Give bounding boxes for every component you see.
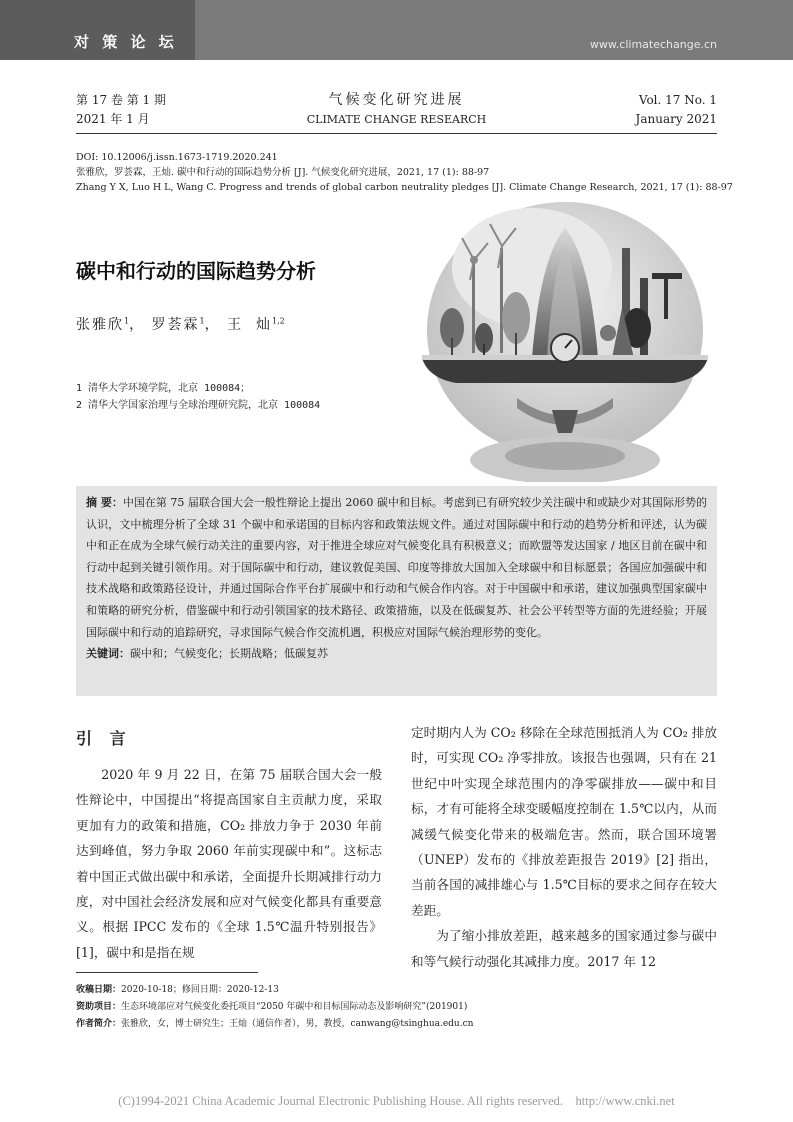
received-dates: 2020-10-18；修回日期：2020-12-13 (121, 985, 279, 995)
paragraph: 2020 年 9 月 22 日，在第 75 届联合国大会一般性辩论中，中国提出“将提高国家自主贡献力度，采取更加有力的政策和措施，CO₂ 排放力争于 2030 年前达到峰值，努力争取 2060 年前实现碳中和”。这标志着中国正式做出碳中和承诺，全面提升长期减排行动力度，对中国社会经济发展和应对气候变化都具有重要意义。根据 IPCC 发布的《全球 1.5℃温升特别报告》[1]，碳中和是指在规 (76, 767, 382, 960)
abstract-text: 中国在第 75 届联合国大会一般性辩论上提出 2060 碳中和目标。考虑到已有研究较少关注碳中和或缺少对其国际形势的认识，文中梳理分析了全球 31 个碳中和承诺国的目标内容和政策法规文件。通过对国际碳中和行动的趋势分析和评述，认为碳中和正在成为全球气候行动关注的重要内容，对于推进全球应对气候变化具有积极意义；而欧盟等发达国家 / 地区目前在碳中和行动中起到关键引领作用。对于国际碳中和行动，建议敦促美国、印度等排放大国加入全球碳中和目标愿景；各国应加强碳中和技术战略和政策路径设计，并通过国际合作平台扩展碳中和行动和气候合作内容。对于中国碳中和承诺，建议加强典型国家碳中和策略的研究分析，借鉴碳中和行动引领国家的技术路径、政策措施，以及在低碳复苏、社会公平转型等方面的先进经验；开展国际碳中和行动的追踪研究，寻求国际气候合作交流机遇，积极应对国际气候治理形势的变化。 (86, 496, 707, 639)
fund-text: 生态环境部应对气候变化委托项目“2050 年碳中和目标国际动态及影响研究”(201901) (121, 1002, 468, 1012)
affiliations (76, 380, 320, 414)
copyright-notice: (C)1994-2021 China Academic Journal Electronic Publishing House. All rights reserved. http://www.cnki.net (118, 1094, 675, 1108)
paragraph: 为了缩小排放差距，越来越多的国家通过参与碳中和等气候行动强化其减排力度。2017 年 12 (411, 928, 717, 969)
citation-en: Zhang Y X, Luo H L, Wang C. Progress and trends of global carbon neutrality pledges [J]. Climate Change Research, 2021, 17 (1): 88-97 (76, 182, 733, 193)
affiliation-1: 1 清华大学环境学院，北京 100084； (76, 383, 251, 394)
abstract-box (76, 486, 717, 696)
author-affil-mark: 1 (124, 316, 130, 326)
body-column-right (411, 720, 717, 974)
section-heading: 引 言 (76, 729, 132, 748)
citation-block (76, 150, 733, 195)
author-bio: 张雅欣，女，博士研究生；王灿（通信作者），男，教授，canwang@tsinghua.edu.cn (121, 1019, 474, 1029)
author-name: 张雅欣 (76, 317, 124, 333)
date-cn: 2021 年 1 月 (76, 112, 150, 126)
date-en: January 2021 (635, 112, 717, 126)
journal-title-cn: 气候变化研究进展 (328, 92, 465, 108)
journal-title-en: CLIMATE CHANGE RESEARCH (306, 113, 487, 126)
doi[interactable]: DOI: 10.12006/j.issn.1673-1719.2020.241 (76, 152, 278, 163)
abstract-label: 摘 要： (86, 496, 123, 509)
author-affil-mark: 1,2 (272, 316, 285, 326)
site-url[interactable]: www.climatechange.cn (589, 38, 717, 51)
header-divider (76, 133, 717, 134)
top-banner (0, 0, 793, 74)
banner-light-block (195, 0, 793, 60)
author-name: 王 灿 (227, 317, 272, 333)
received-label: 收稿日期： (76, 985, 122, 995)
keywords-label: 关键词： (86, 647, 130, 661)
section-tag: 对 策 论 坛 (74, 33, 178, 51)
footnote-divider (76, 972, 258, 973)
carbon-balance-illustration (412, 198, 718, 482)
volume-en: Vol. 17 No. 1 (638, 93, 717, 107)
author-bio-label: 作者简介： (76, 1019, 122, 1029)
volume-cn: 第 17 卷 第 1 期 (76, 93, 166, 107)
footnotes (76, 982, 473, 1033)
author-list: 张雅欣$^1$， 罗荟霖$^1$， 王 灿$^{1,2}$ (76, 316, 285, 333)
affiliation-2: 2 清华大学国家治理与全球治理研究院，北京 100084 (76, 400, 321, 411)
keywords: 碳中和；气候变化；长期战略；低碳复苏 (130, 647, 328, 661)
fund-label: 资助项目： (76, 1002, 122, 1012)
journal-volume-en (636, 91, 717, 129)
citation-cn: 张雅欣，罗荟霖，王灿. 碳中和行动的国际趋势分析 [J]. 气候变化研究进展，2021, 17 (1): 88-97 (76, 167, 490, 178)
author-affil-mark: 1 (199, 316, 205, 326)
article-title: 碳中和行动的国际趋势分析 (76, 259, 316, 283)
author-name: 罗荟霖 (151, 317, 200, 333)
paragraph: 定时期内人为 CO₂ 移除在全球范围抵消人为 CO₂ 排放时，可实现 CO₂ 净零排放。该报告也强调，只有在 21 世纪中叶实现全球范围内的净零碳排放——碳中和目标，才有可能将全球变暖幅度控制在 1.5℃以内，从而减缓气候变化带来的极端危害。然而，联合国环境署（UNEP）发布的《排放差距报告 2019》[2] 指出，当前各国的减排雄心与 1.5℃目标的要求之间存在较大差距。 (411, 725, 717, 918)
body-column-left (76, 762, 382, 965)
